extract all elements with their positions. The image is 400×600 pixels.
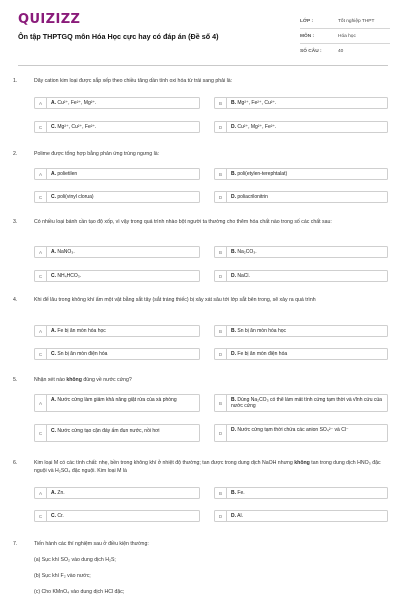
question-number: 2. — [13, 151, 18, 157]
option-letter: B — [215, 98, 227, 109]
option-letter: A — [35, 247, 47, 258]
question-number: 7. — [13, 541, 18, 547]
option-b[interactable] — [214, 487, 388, 499]
worksheet-header — [0, 0, 400, 60]
option-text: D. Nước cứng tạm thời chứa các anion SO₄²⁻ và Cl⁻ — [231, 427, 349, 433]
option-letter: B — [215, 169, 227, 180]
option-d[interactable] — [214, 270, 388, 282]
option-text: C. Nước cứng tạo cặn đáy ấm đun nước, nồi hơi — [51, 428, 160, 434]
option-b[interactable] — [214, 97, 388, 109]
option-letter: A — [35, 488, 47, 499]
meta-label: LỚP : — [300, 18, 314, 24]
option-text: D. Cu²⁺, Mg²⁺, Fe²⁺. — [231, 124, 277, 130]
option-text: C. Sn bị ăn mòn điện hóa — [51, 351, 108, 357]
question-number: 5. — [13, 377, 18, 383]
question-text: Nhận xét nào không đúng về nước cứng? — [34, 377, 132, 383]
option-d[interactable] — [214, 121, 388, 133]
option-letter: D — [215, 122, 227, 133]
option-text: B. Na₂CO₃. — [231, 249, 257, 255]
sub-item: (a) Sục khí SO₂ vào dung dịch H₂S; — [34, 557, 116, 563]
question-number: 4. — [13, 297, 18, 303]
question-text: Có nhiều loại bánh cần tạo độ xốp, vì vậy trong quá trình nhào bột người ta thường cho thêm hóa chất nào trong số các chất sau: — [34, 219, 332, 225]
option-letter: A — [35, 98, 47, 109]
option-text: D. Al. — [231, 513, 243, 519]
option-letter: D — [215, 192, 227, 203]
option-letter: B — [215, 247, 227, 258]
option-letter: B — [215, 395, 227, 412]
option-letter: C — [35, 271, 47, 282]
option-letter: A — [35, 326, 47, 337]
option-a[interactable] — [34, 487, 200, 499]
option-letter: C — [35, 425, 47, 442]
option-text: A. Fe bị ăn mòn hóa học — [51, 328, 106, 334]
meta-label: SỐ CÂU : — [300, 48, 322, 54]
option-letter: C — [35, 192, 47, 203]
option-text: D. NaCl. — [231, 273, 250, 279]
option-text: B. Dùng Na₂CO₃ có thể làm mất tính cứng tạm thời và vĩnh cửu của nước cứng — [231, 397, 382, 410]
option-text: D. Fe bị ăn mòn điện hóa — [231, 351, 288, 357]
question-text: Tiến hành các thí nghiệm sau ở điều kiện thường: — [34, 541, 149, 547]
option-c[interactable] — [34, 191, 200, 203]
option-text: C. poli(vinyl clorua) — [51, 194, 94, 200]
option-text: B. Mg²⁺, Fe²⁺, Cu²⁺. — [231, 100, 277, 106]
option-d[interactable] — [214, 424, 388, 442]
option-c[interactable] — [34, 424, 200, 442]
quizizz-logo: QUIZIZZ — [18, 12, 81, 27]
meta-row-class — [300, 14, 390, 29]
option-text: C. Cr. — [51, 513, 64, 519]
option-text: B. poli(etylen-terephtalat) — [231, 171, 288, 177]
option-letter: A — [35, 395, 47, 412]
meta-label: MÔN : — [300, 33, 315, 39]
option-d[interactable] — [214, 348, 388, 360]
question-text: Khi để lâu trong không khí ẩm một vật bằng sắt tây (sắt tráng thiếc) bị xây xát sâu tới lớp sắt bên trong, sẽ xảy ra quá trình — [34, 297, 316, 303]
option-letter: B — [215, 326, 227, 337]
option-a[interactable] — [34, 394, 200, 412]
option-text: A. Nước cứng làm giảm khả năng giặt rửa của xà phòng — [51, 397, 177, 403]
question-number: 1. — [13, 78, 18, 84]
option-a[interactable] — [34, 325, 200, 337]
option-text: C. Mg²⁺, Cu²⁺, Fe²⁺. — [51, 124, 97, 130]
meta-row-subject — [300, 29, 390, 44]
option-letter: D — [215, 425, 227, 442]
option-a[interactable] — [34, 97, 200, 109]
option-c[interactable] — [34, 270, 200, 282]
option-a[interactable] — [34, 246, 200, 258]
option-c[interactable] — [34, 121, 200, 133]
option-text: A. Cu²⁺, Fe²⁺, Mg²⁺. — [51, 100, 97, 106]
option-b[interactable] — [214, 168, 388, 180]
question-text: Kim loại M có các tính chất: nhẹ, bền trong không khí ở nhiệt độ thường; tan được trong dung dịch NaOH nhưng không tan trong dung dịch HNO₃ đặc nguội và H₂SO₄ đặc nguội. Kim loại M là — [34, 460, 381, 475]
option-text: A. polietilen — [51, 171, 78, 177]
meta-table — [300, 14, 390, 58]
meta-value: 40 — [338, 48, 344, 54]
option-letter: C — [35, 349, 47, 360]
meta-value: Tốt nghiệp THPT — [338, 18, 375, 24]
option-letter: D — [215, 349, 227, 360]
question-number: 3. — [13, 219, 18, 225]
worksheet-title: Ôn tập THPTGQ môn Hóa Học cực hay có đáp án (Đề số 4) — [18, 32, 219, 41]
option-letter: D — [215, 511, 227, 522]
option-text: C. NH₄HCO₃. — [51, 273, 82, 279]
option-text: B. Sn bị ăn mòn hóa học — [231, 328, 287, 334]
sub-item: (b) Sục khí F₂ vào nước; — [34, 573, 91, 579]
option-d[interactable] — [214, 191, 388, 203]
option-b[interactable] — [214, 246, 388, 258]
option-c[interactable] — [34, 348, 200, 360]
option-a[interactable] — [34, 168, 200, 180]
option-b[interactable] — [214, 325, 388, 337]
question-text: Dãy cation kim loại được sắp xếp theo chiều tăng dần tính oxi hóa từ trái sang phải là: — [34, 78, 233, 84]
option-c[interactable] — [34, 510, 200, 522]
option-letter: D — [215, 271, 227, 282]
option-text: B. Fe. — [231, 490, 245, 496]
option-text: A. NaNO₃. — [51, 249, 75, 255]
option-d[interactable] — [214, 510, 388, 522]
option-letter: B — [215, 488, 227, 499]
header-divider — [18, 65, 388, 66]
option-letter: A — [35, 169, 47, 180]
option-text: D. poliacrilonitrin — [231, 194, 268, 200]
meta-value: Hóa học — [338, 33, 356, 39]
question-number: 6. — [13, 460, 18, 466]
option-letter: C — [35, 511, 47, 522]
sub-item: (c) Cho KMnO₄ vào dung dịch HCl đặc; — [34, 589, 125, 595]
option-b[interactable] — [214, 394, 388, 412]
option-letter: C — [35, 122, 47, 133]
option-text: A. Zn. — [51, 490, 65, 496]
question-text: Polime được tổng hợp bằng phản ứng trùng ngưng là: — [34, 151, 160, 157]
meta-row-count — [300, 44, 390, 58]
